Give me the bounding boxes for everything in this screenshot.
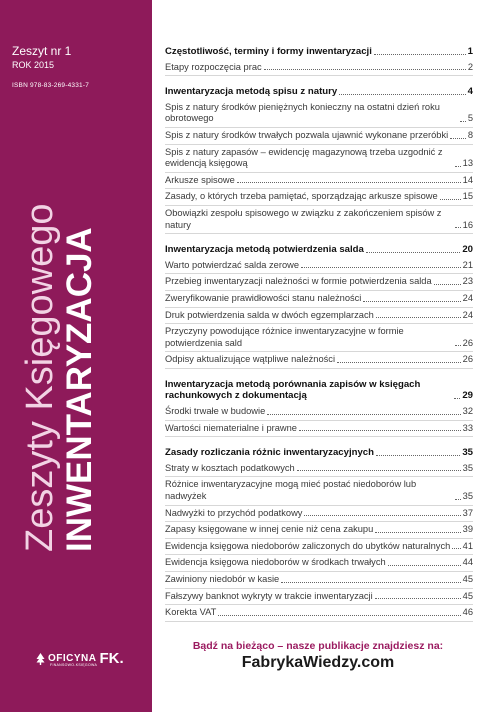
entry-title: Etapy rozpoczęcia prac xyxy=(165,61,262,72)
leader-dots xyxy=(440,199,461,200)
page-number: 44 xyxy=(462,557,473,568)
table-of-contents xyxy=(165,44,473,630)
toc-entry xyxy=(165,173,473,190)
toc-entry xyxy=(165,555,473,572)
entry-title: Przyczyny powodujące różnice inwentaryzacyjne w formie potwierdzenia sald xyxy=(165,326,404,348)
entry-title: Spis z natury środków pieniężnych konieczny na ostatni dzień roku obrotowego xyxy=(165,101,440,124)
entry-title: Arkusze spisowe xyxy=(165,174,235,185)
leader-dots xyxy=(374,54,466,55)
promo-line: Bądź na bieżąco – nasze publikacje znajdziesz na: xyxy=(192,640,444,652)
promo-site-link[interactable]: FabrykaWiedzy.com xyxy=(241,654,395,671)
toc-section xyxy=(165,242,473,369)
leader-dots xyxy=(339,94,465,95)
issue-year: ROK 2015 xyxy=(12,60,55,70)
entry-title: Obowiązki zespołu spisowego w związku z zakończeniem spisów z natury xyxy=(165,207,442,230)
toc-section xyxy=(165,84,473,234)
page-number: 46 xyxy=(462,607,473,618)
series-title: Zeszyty Księgowego xyxy=(19,203,61,552)
toc-entry xyxy=(165,324,473,352)
page-number: 16 xyxy=(462,219,473,230)
toc-entry xyxy=(165,308,473,325)
toc-entry xyxy=(165,206,473,234)
toc-section xyxy=(165,445,473,622)
toc-section-heading xyxy=(165,44,473,60)
cover-title xyxy=(20,204,100,553)
page-number: 45 xyxy=(462,574,473,584)
page-number: 1 xyxy=(467,46,473,57)
leader-dots xyxy=(297,470,461,471)
section-title: Zasady rozliczania różnic inwentaryzacyjnych xyxy=(165,447,375,459)
toc-section-heading xyxy=(165,445,473,461)
entry-title: Nadwyżki to przychód podatkowy xyxy=(165,507,303,518)
leader-dots xyxy=(452,548,460,549)
toc-section xyxy=(165,377,473,437)
entry-title: Zapasy księgowane w innej cenie niż cena zakupu xyxy=(165,524,374,535)
promo xyxy=(162,640,474,672)
leader-dots xyxy=(460,121,466,122)
toc-section-heading xyxy=(165,377,473,404)
toc-entry xyxy=(165,60,473,77)
toc-entry xyxy=(165,100,473,128)
entry-title: Środki trwałe w budowie xyxy=(165,406,266,417)
entry-title: Różnice inwentaryzacyjne mogą mieć postać niedoborów lub nadwyżek xyxy=(165,479,417,502)
page-number: 35 xyxy=(462,447,473,459)
leader-dots xyxy=(454,398,460,399)
page-number: 26 xyxy=(462,354,473,365)
logo-oficyna: OFICYNA xyxy=(48,653,97,664)
page-number: 13 xyxy=(462,158,473,169)
leader-dots xyxy=(218,615,460,616)
entry-title: Ewidencja księgowa niedoborów zaliczonych do ubytków naturalnych xyxy=(165,540,451,551)
toc-entry xyxy=(165,274,473,291)
page-number: 23 xyxy=(462,276,473,287)
topic-title: INWENTARYZACJA xyxy=(60,227,99,552)
page-number: 15 xyxy=(462,191,473,202)
cover-sidebar xyxy=(0,0,152,712)
leader-dots xyxy=(388,565,461,566)
page-number: 21 xyxy=(462,259,473,270)
leader-dots xyxy=(434,284,461,285)
page-number: 33 xyxy=(462,422,473,433)
entry-title: Fałszywy banknot wykryty w trakcie inwentaryzacji xyxy=(165,590,373,601)
toc-entry xyxy=(165,506,473,523)
page-number: 8 xyxy=(467,129,473,140)
page-number: 24 xyxy=(462,292,473,303)
entry-title: Zweryfikowanie prawidłowości stanu należności xyxy=(165,292,362,303)
toc-entry xyxy=(165,589,473,606)
leader-dots xyxy=(237,182,461,183)
leader-dots xyxy=(267,414,460,415)
leader-dots xyxy=(299,430,461,431)
leader-dots xyxy=(301,267,461,268)
toc-entry xyxy=(165,477,473,505)
toc-entry xyxy=(165,258,473,275)
page-number: 35 xyxy=(462,462,473,473)
entry-title: Przebieg inwentaryzacji należności w formie potwierdzenia salda xyxy=(165,276,432,287)
page-number: 2 xyxy=(467,61,473,72)
entry-title: Odpisy aktualizujące wątpliwe należności xyxy=(165,354,336,365)
section-title: Inwentaryzacja metodą spisu z natury xyxy=(165,86,338,98)
toc-entry xyxy=(165,522,473,539)
leader-dots xyxy=(455,166,461,167)
leader-dots xyxy=(455,345,461,346)
page-number: 24 xyxy=(462,309,473,320)
logo-fk: FK. xyxy=(99,650,124,667)
entry-title: Spis z natury środków trwałych pozwala ujawnić wykonane przeróbki xyxy=(165,129,449,140)
section-title: Inwentaryzacja metodą porównania zapisów w księgach rachunkowych z dokumentacją xyxy=(165,378,421,402)
leader-dots xyxy=(455,499,461,500)
page-number: 41 xyxy=(462,540,473,551)
toc-entry xyxy=(165,605,473,622)
entry-title: Warto potwierdzać salda zerowe xyxy=(165,259,300,270)
leader-dots xyxy=(375,598,461,599)
entry-title: Straty w kosztach podatkowych xyxy=(165,462,295,473)
leader-dots xyxy=(281,582,460,583)
toc-entry xyxy=(165,404,473,421)
leader-dots xyxy=(363,301,460,302)
page-number: 39 xyxy=(462,524,473,535)
entry-title: Korekta VAT xyxy=(165,607,217,618)
leader-dots xyxy=(264,69,466,70)
isbn: ISBN 978-83-269-4331-7 xyxy=(12,82,90,89)
toc-entry xyxy=(165,352,473,369)
publisher-logo xyxy=(36,650,124,667)
toc-entry xyxy=(165,539,473,556)
page-number: 14 xyxy=(462,174,473,185)
leader-dots xyxy=(366,252,460,253)
toc-entry xyxy=(165,291,473,308)
toc-entry xyxy=(165,572,473,589)
entry-title: Wartości niematerialne i prawne xyxy=(165,422,297,433)
leader-dots xyxy=(450,138,466,139)
entry-title: Zawiniony niedobór w kasie xyxy=(165,574,280,584)
page-number: 5 xyxy=(467,113,473,124)
page-number: 4 xyxy=(467,86,473,98)
toc-entry xyxy=(165,421,473,438)
toc-section-heading xyxy=(165,84,473,100)
leader-dots xyxy=(337,362,461,363)
toc-section-heading xyxy=(165,242,473,258)
leader-dots xyxy=(375,532,460,533)
toc-entry xyxy=(165,128,473,145)
toc-entry xyxy=(165,189,473,206)
logo-subtitle: FINANSOWO-KSIĘGOWA xyxy=(50,663,98,667)
page-number: 26 xyxy=(462,337,473,348)
entry-title: Ewidencja księgowa niedoborów w środkach trwałych xyxy=(165,557,386,568)
toc-entry xyxy=(165,145,473,173)
page-number: 29 xyxy=(462,390,473,402)
leader-dots xyxy=(304,515,460,516)
issue-meta xyxy=(12,44,89,89)
section-title: Inwentaryzacja metodą potwierdzenia salda xyxy=(165,244,364,256)
issue-number: Zeszyt nr 1 xyxy=(12,44,72,58)
section-title: Częstotliwość, terminy i formy inwentaryzacji xyxy=(165,46,372,57)
tree-icon xyxy=(36,653,45,665)
leader-dots xyxy=(376,455,460,456)
page-number: 45 xyxy=(462,590,473,601)
entry-title: Druk potwierdzenia salda w dwóch egzemplarzach xyxy=(165,309,374,320)
leader-dots xyxy=(376,317,461,318)
page-number: 37 xyxy=(462,507,473,518)
page-number: 32 xyxy=(462,406,473,417)
leader-dots xyxy=(455,227,461,228)
toc-section xyxy=(165,44,473,76)
page-number: 35 xyxy=(462,491,473,502)
entry-title: Zasady, o których trzeba pamiętać, sporządzając arkusze spisowe xyxy=(165,191,438,202)
entry-title: Spis z natury zapasów – ewidencję magazynową trzeba uzgodnić z ewidencją księgową xyxy=(165,146,443,169)
toc-entry xyxy=(165,461,473,478)
page-number: 20 xyxy=(462,244,473,256)
